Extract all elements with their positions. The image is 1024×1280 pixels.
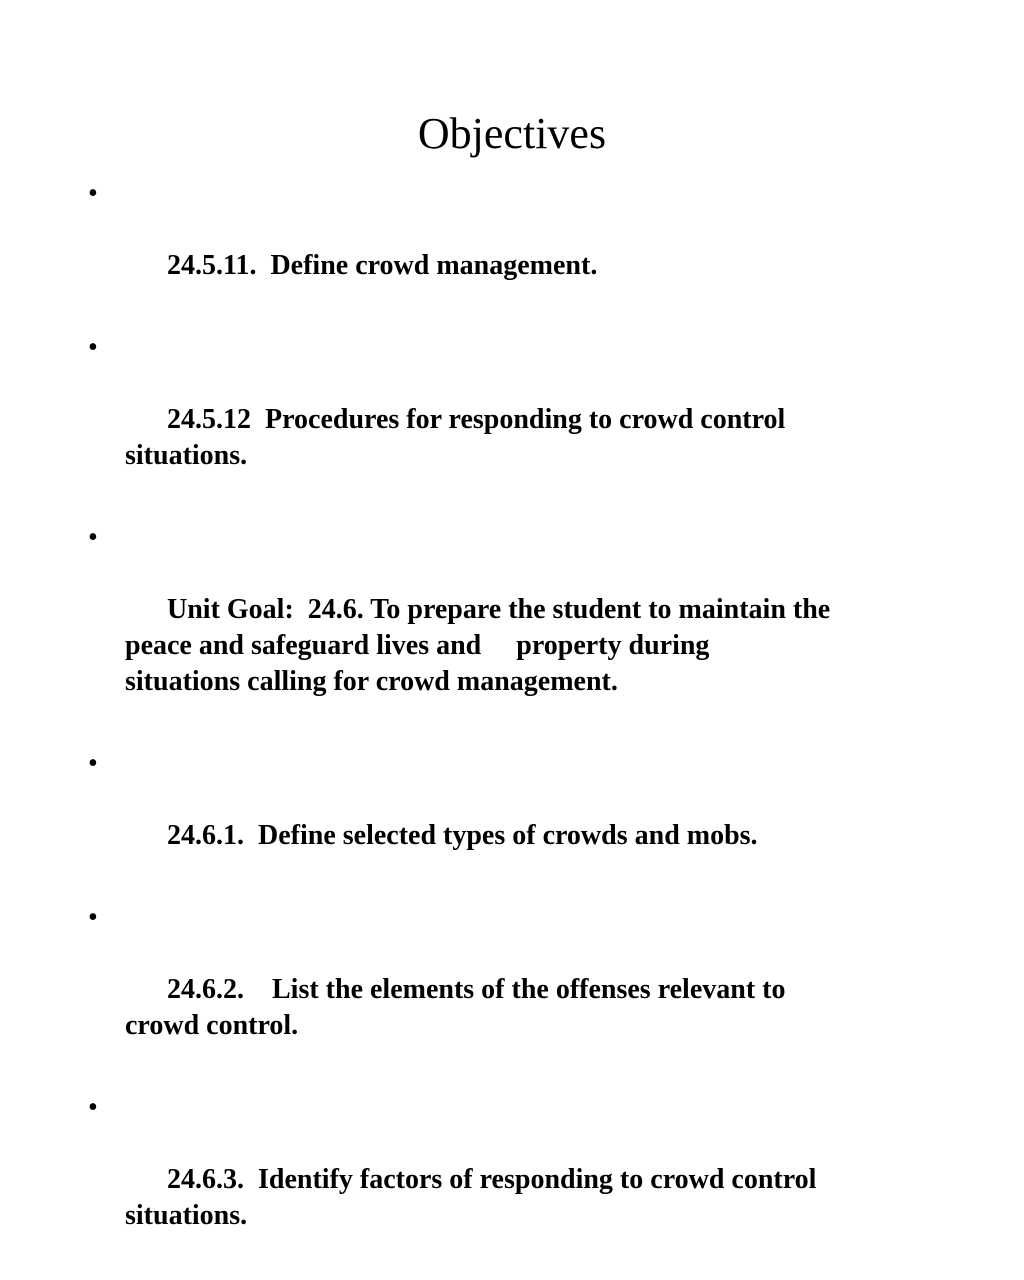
- bullet-item: [88, 330, 948, 510]
- bullet-text: 24.6.2. List the elements of the offenses relevant to crowd control.: [125, 974, 786, 1041]
- slide-title: Objectives: [417, 109, 607, 158]
- bullet-text: 24.5.11. Define crowd management.: [167, 250, 598, 281]
- bullet-marker: •: [88, 1092, 98, 1123]
- bullet-item: [88, 520, 948, 736]
- bullet-text: Unit Goal: 24.6. To prepare the student to maintain the peace and safeguard lives and property during situations calling for crowd management.: [125, 594, 831, 697]
- bullet-marker: •: [88, 522, 98, 553]
- bullet-text: 24.5.12 Procedures for responding to crowd control situations.: [125, 404, 786, 471]
- bullet-marker: •: [88, 178, 98, 209]
- bullet-item: [88, 1090, 948, 1270]
- bullet-item: [88, 900, 948, 1080]
- bullet-list: [88, 176, 948, 1280]
- bullet-item: [88, 176, 948, 320]
- bullet-text: 24.6.1. Define selected types of crowds and mobs.: [167, 820, 758, 851]
- bullet-marker: •: [88, 902, 98, 933]
- bullet-marker: •: [88, 748, 98, 779]
- bullet-marker: •: [88, 332, 98, 363]
- bullet-text: 24.6.3. Identify factors of responding to crowd control situations.: [125, 1164, 817, 1231]
